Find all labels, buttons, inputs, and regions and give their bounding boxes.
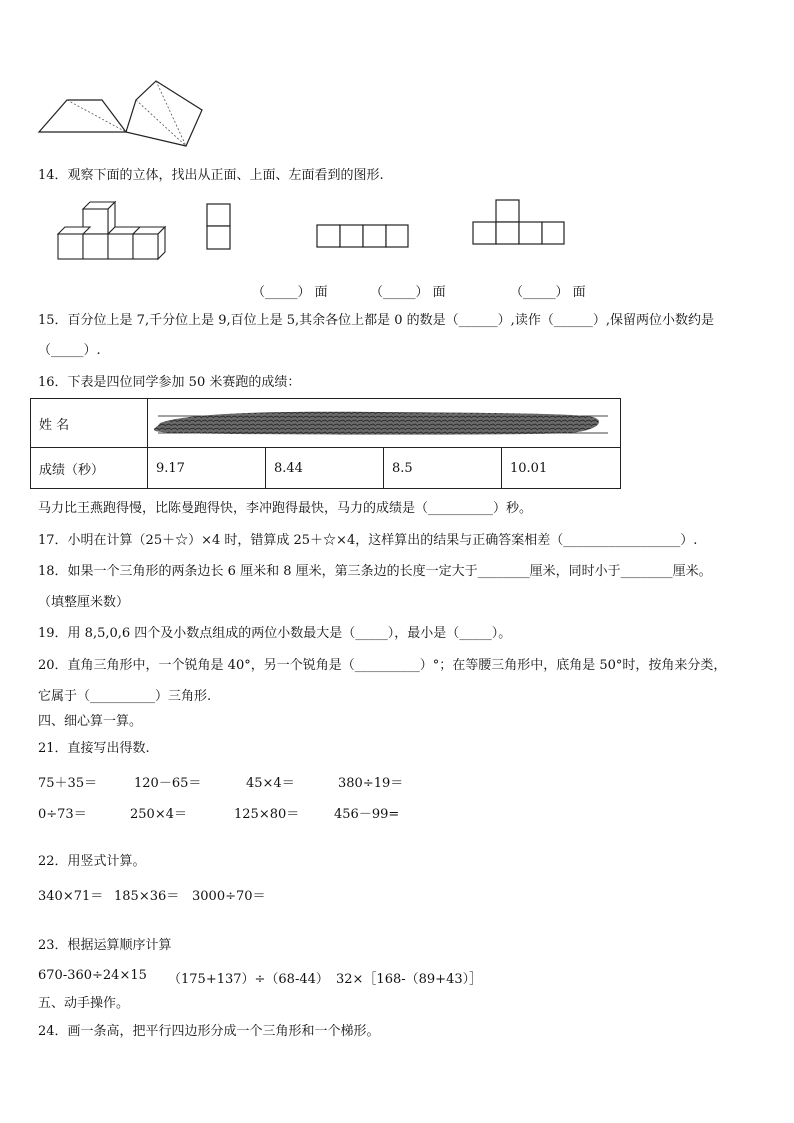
score-cell-4: 10.01 bbox=[502, 448, 621, 489]
order-calc-item: （175+137）÷（68-44） bbox=[168, 972, 329, 987]
question-19: 19．用 8,5,0,6 四个及小数点组成的两位小数最大是（_____），最小是（_____）。 bbox=[38, 626, 512, 641]
calc-item: 250×4＝ bbox=[130, 807, 187, 822]
view-label-3: （_____） 面 bbox=[510, 285, 586, 300]
question-22-title: 22．用竖式计算。 bbox=[38, 854, 146, 869]
order-calc-item: 32×［168-（89+43）］ bbox=[336, 972, 483, 987]
order-calc-item: 670-360÷24×15 bbox=[38, 968, 147, 983]
view-label-1: （_____） 面 bbox=[252, 285, 328, 300]
score-cell-3: 8.5 bbox=[384, 448, 502, 489]
view-figure-b bbox=[316, 224, 410, 249]
question-21-title: 21．直接写出得数. bbox=[38, 741, 150, 756]
section-5-title: 五、动手操作。 bbox=[38, 996, 130, 1011]
score-cell-2: 8.44 bbox=[266, 448, 384, 489]
calc-item: 0÷73＝ bbox=[38, 807, 87, 822]
calc-item: 125×80＝ bbox=[234, 807, 300, 822]
question-18-line1: 18．如果一个三角形的两条边长 6 厘米和 8 厘米，第三条边的长度一定大于________厘米，同时小于________厘米。 bbox=[38, 564, 712, 579]
question-15-line1: 15．百分位上是 7,千分位上是 9,百位上是 5,其余各位上都是 0 的数是（______）,读作（______）,保留两位小数约是 bbox=[38, 313, 714, 328]
score-cell-1: 9.17 bbox=[148, 448, 266, 489]
calc-item: 75＋35＝ bbox=[38, 776, 98, 791]
table-row bbox=[31, 448, 621, 489]
cube-solid-figure bbox=[55, 198, 170, 266]
names-cell bbox=[148, 399, 621, 448]
vertical-calc-item: 3000÷70＝ bbox=[192, 889, 266, 904]
calc-item: 380÷19＝ bbox=[338, 776, 404, 791]
view-figure-a bbox=[206, 203, 232, 251]
question-14: 14．观察下面的立体，找出从正面、上面、左面看到的图形. bbox=[38, 168, 384, 183]
question-16-followup: 马力比王燕跑得慢，比陈曼跑得快，李冲跑得最快，马力的成绩是（__________）秒。 bbox=[38, 501, 533, 516]
question-23-title: 23．根据运算顺序计算 bbox=[38, 938, 172, 953]
question-20-line2: 它属于（__________）三角形. bbox=[38, 689, 212, 704]
table-row bbox=[31, 399, 621, 448]
question-18-line2: （填整厘米数） bbox=[38, 595, 130, 610]
quadrilateral-figures bbox=[36, 78, 206, 158]
score-table bbox=[30, 398, 621, 489]
pentagon-shape bbox=[126, 81, 202, 146]
question-15-line2: （_____）. bbox=[38, 343, 101, 358]
vertical-calc-item: 340×71＝ bbox=[38, 889, 104, 904]
calc-item: 456－99= bbox=[334, 807, 400, 822]
section-4-title: 四、细心算一算。 bbox=[38, 714, 143, 729]
vertical-calc-item: 185×36＝ bbox=[114, 889, 180, 904]
view-figure-c bbox=[472, 199, 568, 247]
view-label-2: （_____） 面 bbox=[370, 285, 446, 300]
trapezoid-shape bbox=[39, 100, 126, 132]
question-17: 17．小明在计算（25＋☆）×4 时，错算成 25＋☆×4，这样算出的结果与正确答案相差（__________________）. bbox=[38, 533, 698, 548]
question-24: 24．画一条高，把平行四边形分成一个三角形和一个梯形。 bbox=[38, 1024, 380, 1039]
name-header: 姓 名 bbox=[31, 399, 148, 448]
calc-item: 45×4＝ bbox=[246, 776, 295, 791]
score-header: 成绩（秒） bbox=[31, 448, 148, 489]
question-20-line1: 20．直角三角形中，一个锐角是 40°，另一个锐角是（__________）°；在等腰三角形中，底角是 50°时，按角来分类， bbox=[38, 658, 727, 673]
redacted-names-image bbox=[148, 399, 618, 447]
calc-item: 120－65＝ bbox=[134, 776, 202, 791]
question-16: 16．下表是四位同学参加 50 米赛跑的成绩： bbox=[38, 375, 301, 390]
